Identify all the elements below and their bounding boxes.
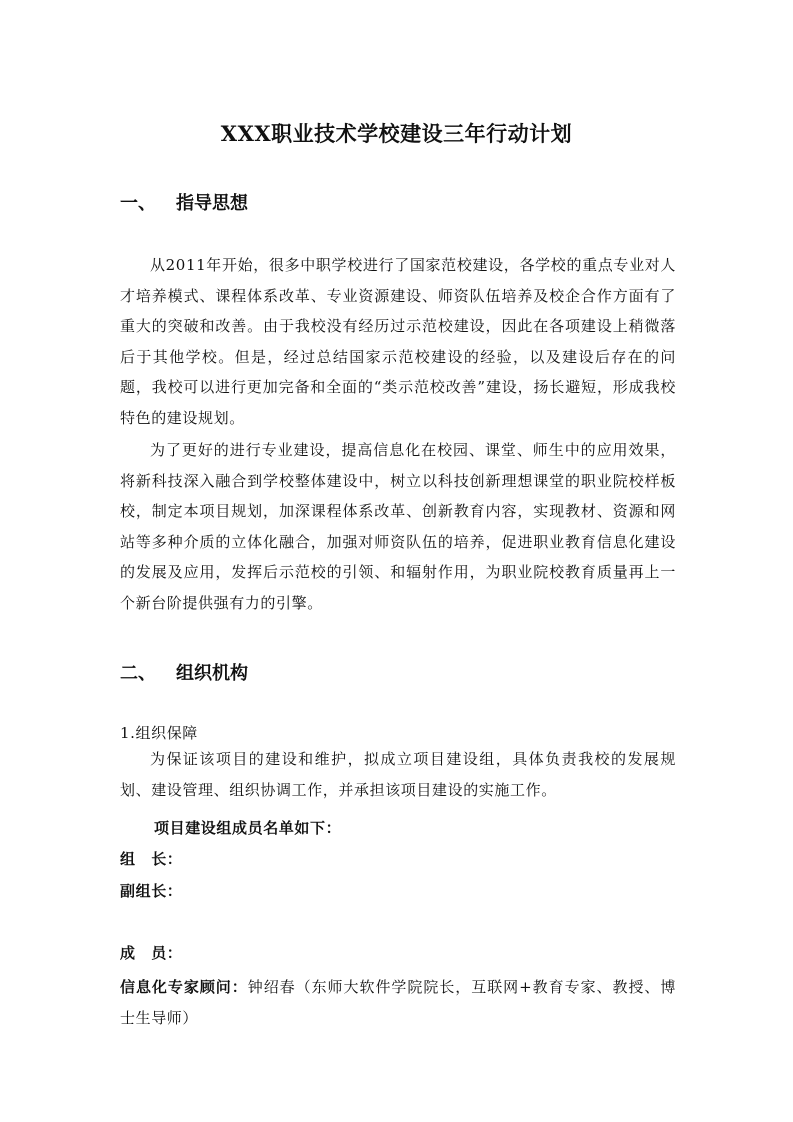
section-number: 一、 [120,193,156,214]
section-title: 指导思想 [176,193,248,214]
section-heading-organization [120,659,248,685]
document-title: XXX职业技术学校建设三年行动计划 [220,121,573,146]
leader-label: 组 长： [120,850,183,868]
section-title: 组织机构 [176,663,248,684]
body-paragraph: 为了更好的进行专业建设，提高信息化在校园、课堂、师生中的应用效果，将新科技深入融合到学校整体建设中，树立以科技创新理想课堂的职业院校样板校，制定本项目规划，加深课程体系改革、创新教育内容，实现教材、资源和网站等多种介质的立体化融合，加强对师资队伍的培养，促进职业教育信息化建设的发展及应用，发挥后示范校的引领、和辐射作用，为职业院校教育质量再上一个新台阶提供强有力的引擎。 [120,441,676,612]
advisor-label: 信息化专家顾问： [120,978,248,996]
section-number: 二、 [120,663,156,684]
deputy-leader-label: 副组长： [120,882,183,900]
subsection-heading: 1.组织保障 [120,724,198,742]
members-label: 成 员： [120,944,183,962]
roster-intro: 项目建设组成员名单如下： [154,819,342,837]
advisor-value: 钟绍春（东师大软件学院院长，互联网+教育专家、教授、博士生导师） [120,978,676,1027]
advisor-entry [120,972,676,1033]
body-paragraph: 为保证该项目的建设和维护，拟成立项目建设组，具体负责我校的发展规划、建设管理、组织协调工作，并承担该项目建设的实施工作。 [120,750,676,799]
section-heading-guiding-ideology [120,189,248,215]
body-paragraph: 从2011年开始，很多中职学校进行了国家范校建设，各学校的重点专业对人才培养模式、课程体系改革、专业资源建设、师资队伍培养及校企合作方面有了重大的突破和改善。由于我校没有经历过示范校建设，因此在各项建设上稍微落后于其他学校。但是，经过总结国家示范校建设的经验，以及建设后存在的问题，我校可以进行更加完备和全面的“类示范校改善”建设，扬长避短，形成我校特色的建设规划。 [120,256,676,427]
